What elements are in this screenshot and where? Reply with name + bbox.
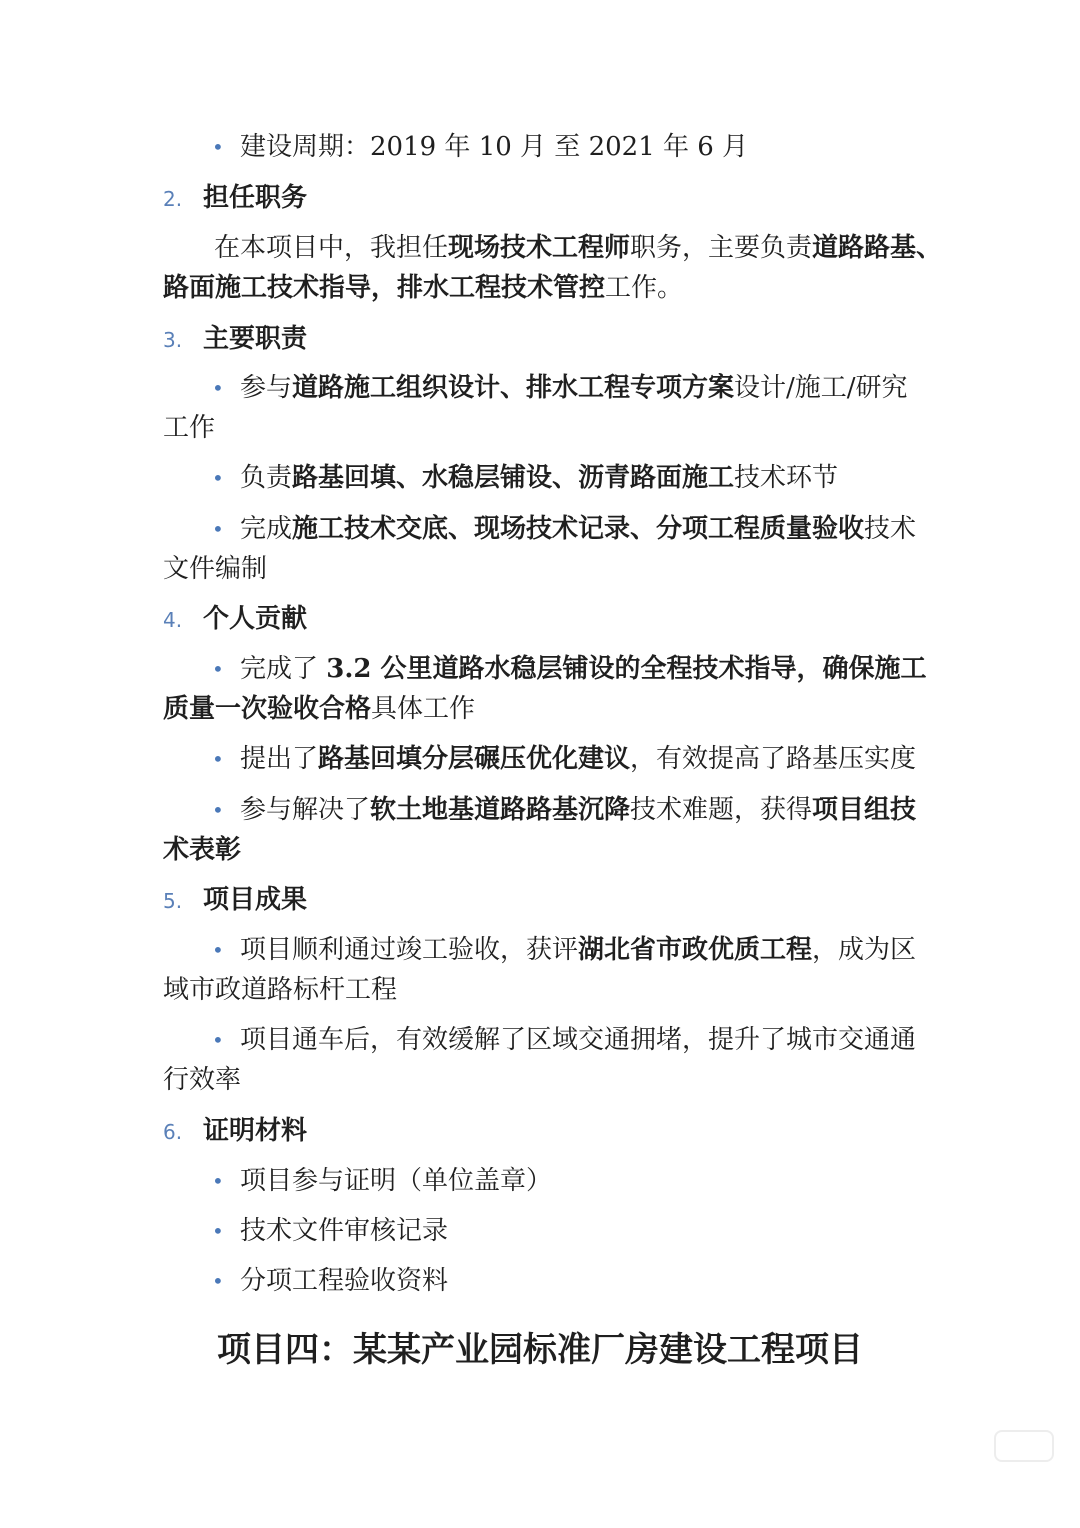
list-item: • 完成施工技术交底、现场技术记录、分项工程质量验收技术	[0, 509, 1080, 549]
list-item: • 完成了 3.2 公里道路水稳层铺设的全程技术指导，确保施工	[0, 649, 1080, 689]
list-item-construction-period: • 建设周期：2019 年 10 月 至 2021 年 6 月	[0, 127, 1080, 167]
bullet-icon: •	[212, 517, 224, 541]
heading-number: 4.	[163, 608, 183, 632]
bullet-icon: •	[212, 657, 224, 681]
section-heading-duties	[0, 319, 1080, 360]
heading-number: 5.	[163, 889, 183, 913]
heading-number: 3.	[163, 328, 183, 352]
section-heading-contribution	[0, 599, 1080, 640]
list-item-continuation: 术表彰	[163, 835, 242, 865]
list-item-continuation: 工作	[163, 413, 216, 443]
section-title: 项目四：某某产业园标准厂房建设工程项目	[217, 1330, 863, 1370]
list-item-continuation: 质量一次验收合格具体工作	[163, 694, 476, 724]
list-item: • 参与解决了软土地基道路路基沉降技术难题，获得项目组技	[0, 790, 1080, 830]
list-item: • 参与道路施工组织设计、排水工程专项方案设计/施工/研究	[0, 368, 1080, 408]
bullet-icon: •	[212, 1169, 224, 1193]
heading-text: 担任职务	[203, 183, 308, 213]
list-item-continuation: 文件编制	[163, 554, 268, 584]
heading-text: 项目成果	[203, 885, 308, 915]
heading-text: 个人贡献	[203, 604, 308, 634]
heading-number: 6.	[163, 1120, 183, 1144]
list-item: • 项目通车后，有效缓解了区域交通拥堵，提升了城市交通通	[0, 1020, 1080, 1060]
bullet-icon: •	[212, 1219, 224, 1243]
bullet-icon: •	[212, 747, 224, 771]
heading-text: 证明材料	[203, 1116, 308, 1146]
paragraph-line: 在本项目中，我担任现场技术工程师职务，主要负责道路路基、	[214, 233, 943, 263]
bullet-icon: •	[212, 1028, 224, 1052]
watermark-logo-icon	[944, 1430, 1054, 1482]
section-heading-role	[0, 178, 1080, 219]
list-item-continuation: 行效率	[163, 1065, 242, 1095]
bullet-icon: •	[212, 1269, 224, 1293]
heading-number: 2.	[163, 187, 183, 211]
list-item-continuation: 域市政道路标杆工程	[163, 975, 398, 1005]
list-item: • 负责路基回填、水稳层铺设、沥青路面施工技术环节	[0, 458, 1080, 498]
list-item: • 项目参与证明（单位盖章）	[0, 1161, 1080, 1201]
section-heading-results	[0, 880, 1080, 921]
bullet-icon: •	[212, 135, 224, 159]
section-heading-evidence	[0, 1111, 1080, 1152]
bullet-icon: •	[212, 798, 224, 822]
paragraph-line: 路面施工技术指导，排水工程技术管控工作。	[163, 273, 684, 303]
list-item: • 技术文件审核记录	[0, 1211, 1080, 1251]
list-item: • 提出了路基回填分层碾压优化建议，有效提高了路基压实度	[0, 739, 1080, 779]
list-item: • 分项工程验收资料	[0, 1261, 1080, 1301]
list-item: • 项目顺利通过竣工验收，获评湖北省市政优质工程，成为区	[0, 930, 1080, 970]
bullet-icon: •	[212, 376, 224, 400]
bullet-icon: •	[212, 466, 224, 490]
bullet-icon: •	[212, 938, 224, 962]
heading-text: 主要职责	[203, 324, 308, 354]
